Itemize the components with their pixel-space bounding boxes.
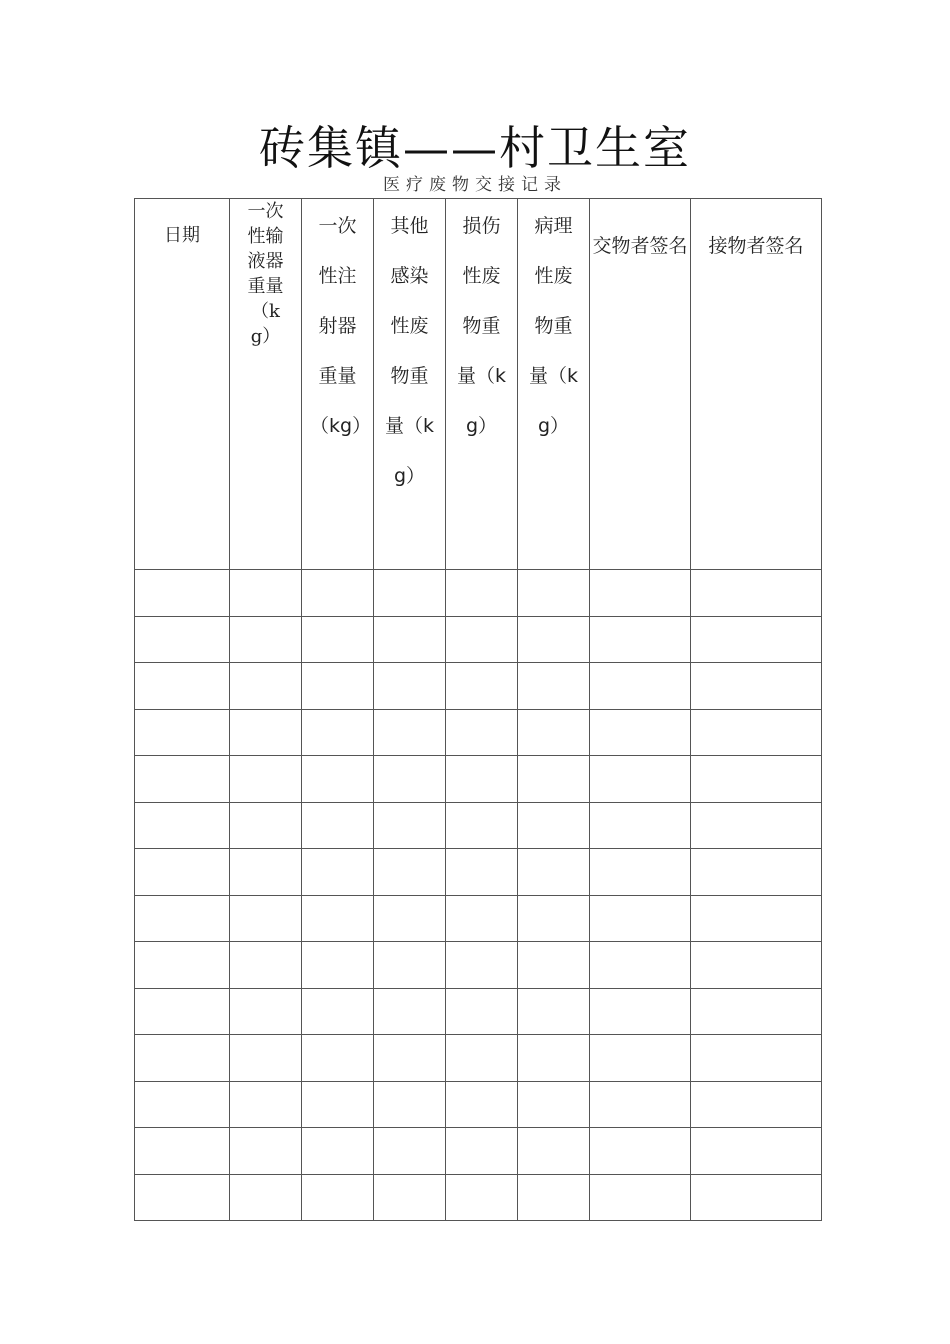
table-cell[interactable] — [446, 756, 518, 803]
table-cell[interactable] — [230, 663, 302, 710]
header-deliverer-signature: 交物者签名 — [590, 199, 691, 570]
table-cell[interactable] — [230, 988, 302, 1035]
table-cell[interactable] — [302, 709, 374, 756]
table-row — [135, 942, 822, 989]
table-cell[interactable] — [135, 709, 230, 756]
waste-handover-table — [134, 198, 822, 1221]
table-cell[interactable] — [446, 570, 518, 617]
table-cell[interactable] — [590, 895, 691, 942]
table-cell[interactable] — [302, 1174, 374, 1221]
table-row — [135, 849, 822, 896]
table-row — [135, 570, 822, 617]
table-cell[interactable] — [446, 1128, 518, 1175]
table-cell[interactable] — [518, 663, 590, 710]
table-cell[interactable] — [446, 802, 518, 849]
table-cell[interactable] — [691, 1128, 822, 1175]
table-row — [135, 756, 822, 803]
table-cell[interactable] — [590, 1128, 691, 1175]
table-cell[interactable] — [590, 1035, 691, 1082]
table-cell[interactable] — [302, 988, 374, 1035]
table-cell[interactable] — [691, 1035, 822, 1082]
table-cell[interactable] — [518, 1128, 590, 1175]
table-cell[interactable] — [135, 988, 230, 1035]
table-row — [135, 802, 822, 849]
table-cell[interactable] — [302, 849, 374, 896]
table-cell[interactable] — [230, 1174, 302, 1221]
table-cell[interactable] — [590, 988, 691, 1035]
table-cell[interactable] — [374, 570, 446, 617]
table-cell[interactable] — [135, 1174, 230, 1221]
header-date: 日期 — [135, 199, 230, 570]
table-cell[interactable] — [446, 663, 518, 710]
table-cell[interactable] — [590, 616, 691, 663]
header-row — [135, 199, 822, 570]
table-cell[interactable] — [230, 756, 302, 803]
table-cell[interactable] — [590, 1174, 691, 1221]
table-cell[interactable] — [230, 1035, 302, 1082]
table-cell[interactable] — [590, 709, 691, 756]
header-receiver-signature: 接物者签名 — [691, 199, 822, 570]
header-infusion-set-weight: 一次性输液器重量（kg） — [230, 199, 302, 570]
table-row — [135, 988, 822, 1035]
table-cell[interactable] — [230, 942, 302, 989]
table-cell[interactable] — [302, 895, 374, 942]
table-cell[interactable] — [374, 663, 446, 710]
table-cell[interactable] — [518, 1035, 590, 1082]
table-cell[interactable] — [518, 988, 590, 1035]
table-cell[interactable] — [135, 616, 230, 663]
table-cell[interactable] — [230, 1081, 302, 1128]
table-cell[interactable] — [135, 942, 230, 989]
table-cell[interactable] — [518, 802, 590, 849]
table-cell[interactable] — [590, 1081, 691, 1128]
table-cell[interactable] — [691, 709, 822, 756]
table-cell[interactable] — [135, 1035, 230, 1082]
table-cell[interactable] — [135, 663, 230, 710]
header-pathological-waste-weight: 病理性废物重量（kg） — [518, 199, 590, 570]
table-cell[interactable] — [374, 802, 446, 849]
table-row — [135, 663, 822, 710]
table-cell[interactable] — [590, 663, 691, 710]
table-cell[interactable] — [302, 570, 374, 617]
table-cell[interactable] — [135, 849, 230, 896]
table-row — [135, 709, 822, 756]
table-cell[interactable] — [135, 1081, 230, 1128]
table-cell[interactable] — [590, 802, 691, 849]
table-cell[interactable] — [374, 988, 446, 1035]
table-cell[interactable] — [446, 849, 518, 896]
table-cell[interactable] — [230, 570, 302, 617]
table-cell[interactable] — [446, 895, 518, 942]
table-cell[interactable] — [691, 895, 822, 942]
table-cell[interactable] — [374, 942, 446, 989]
table-cell[interactable] — [374, 895, 446, 942]
table-cell[interactable] — [302, 756, 374, 803]
table-cell[interactable] — [691, 663, 822, 710]
table-row — [135, 895, 822, 942]
table-cell[interactable] — [374, 1081, 446, 1128]
table-cell[interactable] — [135, 756, 230, 803]
table-row — [135, 1081, 822, 1128]
table-cell[interactable] — [302, 802, 374, 849]
table-cell[interactable] — [302, 616, 374, 663]
table-cell[interactable] — [691, 988, 822, 1035]
table-cell[interactable] — [374, 616, 446, 663]
table-body — [135, 570, 822, 1221]
table-cell[interactable] — [590, 570, 691, 617]
table-cell[interactable] — [691, 942, 822, 989]
table-cell[interactable] — [518, 1174, 590, 1221]
table-cell[interactable] — [691, 1174, 822, 1221]
table-cell[interactable] — [374, 849, 446, 896]
table-row — [135, 1035, 822, 1082]
header-infectious-waste-weight: 其他感染性废物重量（kg） — [374, 199, 446, 570]
table-cell[interactable] — [302, 1128, 374, 1175]
table-cell[interactable] — [446, 942, 518, 989]
table-cell[interactable] — [230, 1128, 302, 1175]
table-cell[interactable] — [518, 756, 590, 803]
table-cell[interactable] — [446, 1174, 518, 1221]
table-cell[interactable] — [374, 756, 446, 803]
table-cell[interactable] — [590, 849, 691, 896]
header-sharps-waste-weight: 损伤性废物重量（kg） — [446, 199, 518, 570]
table-cell[interactable] — [518, 895, 590, 942]
table-row — [135, 616, 822, 663]
table-cell[interactable] — [691, 1081, 822, 1128]
table-cell[interactable] — [518, 849, 590, 896]
table-cell[interactable] — [374, 1035, 446, 1082]
table-cell[interactable] — [446, 1035, 518, 1082]
table-cell[interactable] — [446, 616, 518, 663]
page-subtitle: 医疗废物交接记录 — [383, 175, 567, 195]
table-row — [135, 1128, 822, 1175]
table-cell[interactable] — [230, 616, 302, 663]
table-cell[interactable] — [518, 709, 590, 756]
table-cell[interactable] — [518, 1081, 590, 1128]
table-cell[interactable] — [230, 802, 302, 849]
table-row — [135, 1174, 822, 1221]
table-cell[interactable] — [691, 756, 822, 803]
table-cell[interactable] — [374, 1128, 446, 1175]
table-cell[interactable] — [302, 663, 374, 710]
table-cell[interactable] — [135, 570, 230, 617]
table-cell[interactable] — [302, 1035, 374, 1082]
table-cell[interactable] — [230, 709, 302, 756]
table-cell[interactable] — [518, 616, 590, 663]
table-cell[interactable] — [135, 802, 230, 849]
table-cell[interactable] — [446, 1081, 518, 1128]
table-cell[interactable] — [590, 942, 691, 989]
table-cell[interactable] — [446, 709, 518, 756]
table-cell[interactable] — [302, 942, 374, 989]
table-cell[interactable] — [374, 1174, 446, 1221]
table-cell[interactable] — [374, 709, 446, 756]
table-cell[interactable] — [590, 756, 691, 803]
table-cell[interactable] — [518, 942, 590, 989]
table-cell[interactable] — [691, 570, 822, 617]
table-cell[interactable] — [691, 802, 822, 849]
table-cell[interactable] — [446, 988, 518, 1035]
page-title: 砖集镇——村卫生室 — [259, 121, 691, 175]
table-cell[interactable] — [135, 895, 230, 942]
table-cell[interactable] — [302, 1081, 374, 1128]
table-cell[interactable] — [691, 849, 822, 896]
header-syringe-weight: 一次性注射器重量（kg） — [302, 199, 374, 570]
table-cell[interactable] — [135, 1128, 230, 1175]
table-cell[interactable] — [691, 616, 822, 663]
table-cell[interactable] — [518, 570, 590, 617]
table-cell[interactable] — [230, 895, 302, 942]
table-cell[interactable] — [230, 849, 302, 896]
